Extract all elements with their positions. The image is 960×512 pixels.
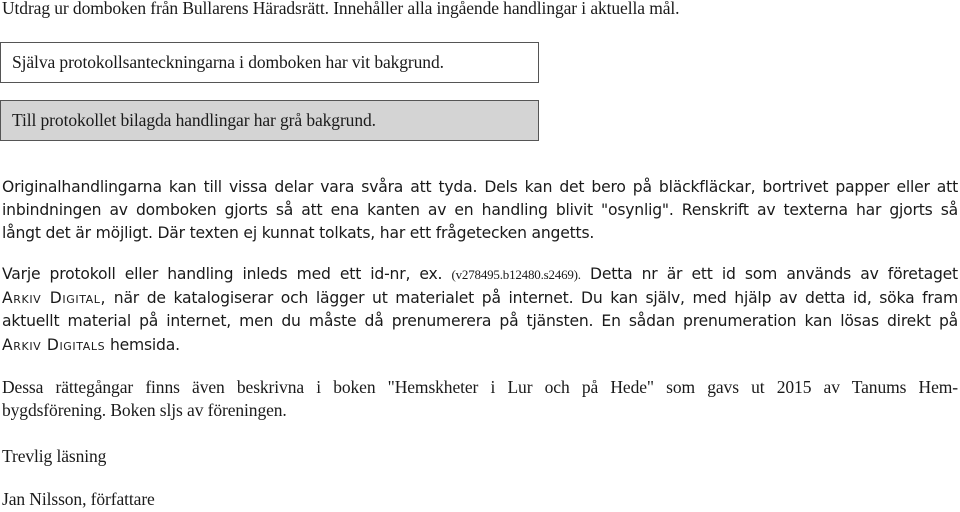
- paragraph-line: [2, 288, 958, 308]
- paragraph-line: [2, 264, 958, 285]
- paragraph-line: Dessa rättegångar finns även beskrivna i boken "Hemskheter i Lur och på Hede" som gavs ut 2015 av Tanums Hem-: [2, 377, 958, 397]
- text-segment: när de katalogiserar och lägger ut materialet på internet. Du kan själv, med hjälp av detta id, söka fram: [113, 289, 958, 307]
- text-segment: Varje protokoll eller handling inleds med ett id-nr, ex.: [2, 265, 443, 283]
- paragraph-line: bygdsförening. Boken sljs av föreningen.: [2, 400, 287, 420]
- paragraph-line: Originalhandlingarna kan till vissa delar vara svåra att tyda. Dels kan det bero på bläckfläckar, bortrivet papper eller att: [2, 178, 958, 196]
- text-segment: Detta nr är ett id som används av företaget: [590, 265, 958, 283]
- closing-text: Trevlig läsning: [2, 446, 107, 466]
- paragraph-line: [2, 335, 180, 355]
- paragraph-line: aktuellt material på internet, men du måste då prenumerera på tjänsten. En sådan prenumeration kan lösas direkt på: [2, 312, 958, 330]
- white-background-note: Själva protokollsanteckningarna i domboken har vit bakgrund.: [0, 42, 539, 83]
- company-name: Arkiv Digital,: [2, 289, 107, 307]
- signature: Jan Nilsson, författare: [2, 489, 155, 509]
- intro-text: Utdrag ur domboken från Bullarens Häradsrätt. Innehåller alla ingående handlingar i aktuella mål.: [2, 0, 680, 18]
- paragraph-line: långt det är möjligt. Där texten ej kunnat tolkats, har ett frågetecken angetts.: [2, 224, 595, 242]
- company-name: Arkiv Digitals: [2, 336, 106, 354]
- grey-background-note: Till protokollet bilagda handlingar har grå bakgrund.: [0, 100, 539, 141]
- paragraph-line: inbindningen av domboken gjorts så att ena kanten av en handling blivit "osynlig". Renskrift av texterna har gjorts så: [2, 201, 958, 219]
- example-id: (v278495.b12480.s2469).: [451, 267, 581, 282]
- text-segment: hemsida.: [109, 336, 180, 354]
